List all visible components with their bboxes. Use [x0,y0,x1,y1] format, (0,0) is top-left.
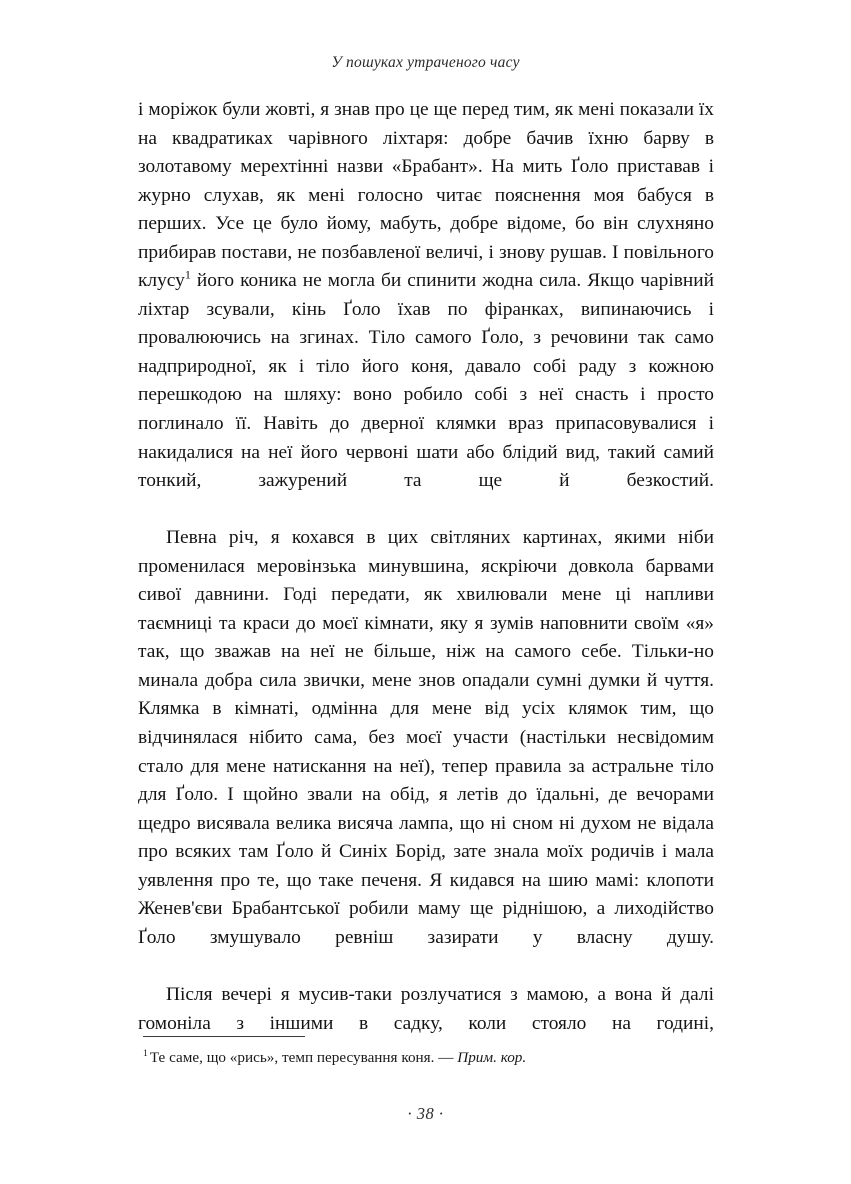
footnote-1 [143,1048,719,1068]
footnote-zone [143,1036,719,1068]
body-text-block [138,96,714,1067]
footnote-text: Те саме, що «рись», темп пересування коня. — [149,1049,458,1066]
footnote-separator-rule [143,1036,305,1037]
running-head: У пошуках утраченого часу [331,54,520,71]
page-number: · 38 · [407,1104,444,1123]
footnote-source: Прим. кор. [457,1049,527,1066]
paragraph-continued: і моріжок були жовті, я знав про це ще перед тим, як мені показали їх на квадратиках чарівного ліхтаря: добре бачив їхню барву в золотавому мерехтінні назви «Брабант». На мить Ґоло приставав і журно слухав, як мені голосно читає пояснення моя бабуся в перших. Усе це було йому, мабуть, добре відоме, бо він слухняно прибирав постави, не позбавленої величі, і знову рушав. І повільного клусу$^1$ його коника не могла би спинити жодна сила. Якщо чарівний ліхтар зсували, кінь Ґоло їхав по фіранках, випинаючись і провалюючись на згинах. Тіло самого Ґоло, з речовини так само надприродної, як і тіло його коня, давало собі раду з кожною перешкодою на шляху: воно робило собі з неї снасть і просто поглинало її. Навіть до дверної клямки враз припасовувалися і накидалися на неї його червоні шати або блідий вид, такий самий тонкий, зажурений та ще й безкостий. [138,99,714,492]
paragraph-3: Після вечері я мусив-таки розлучатися з мамою, а вона й далі гомоніла з іншими в садку, коли стояло на годині, [138,983,714,1034]
paragraph-2: Певна річ, я кохався в цих світляних картинах, якими ніби променилася меровінзька минувшина, яскріючи довкола барвами сивої давнини. Годі передати, як хвилювали мене ці напливи таємниці та краси до моєї кімнати, яку я зумів наповнити своїм «я» так, що зважав на неї не більше, ніж на самого себе. Тільки-но минала добра сила звички, мене знов опадали сумні думки й чуття. Клямка в кімнаті, одмінна для мене від усіх клямок тим, що відчинялася нібито сама, без моєї участи (настільки несвідомим стало для мене натискання на неї), тепер правила за астральне тіло для Ґоло. І щойно звали на обід, я летів до їдальні, де вечорами щедро висявала велика висяча лампа, що ні сном ні духом не відала про всяких там Ґоло й Синіх Борід, зате знала моїх родичів і мала уявлення про те, що таке печеня. Я кидався на шию мамі: клопоти Женев'єви Брабантської робили маму ще ріднішою, а лиходійство Ґоло змушувало ревніш зазирати у власну душу. [138,527,714,948]
footnote-reference[interactable]: 1 [184,267,191,282]
footnote-marker: 1 [143,1047,148,1059]
